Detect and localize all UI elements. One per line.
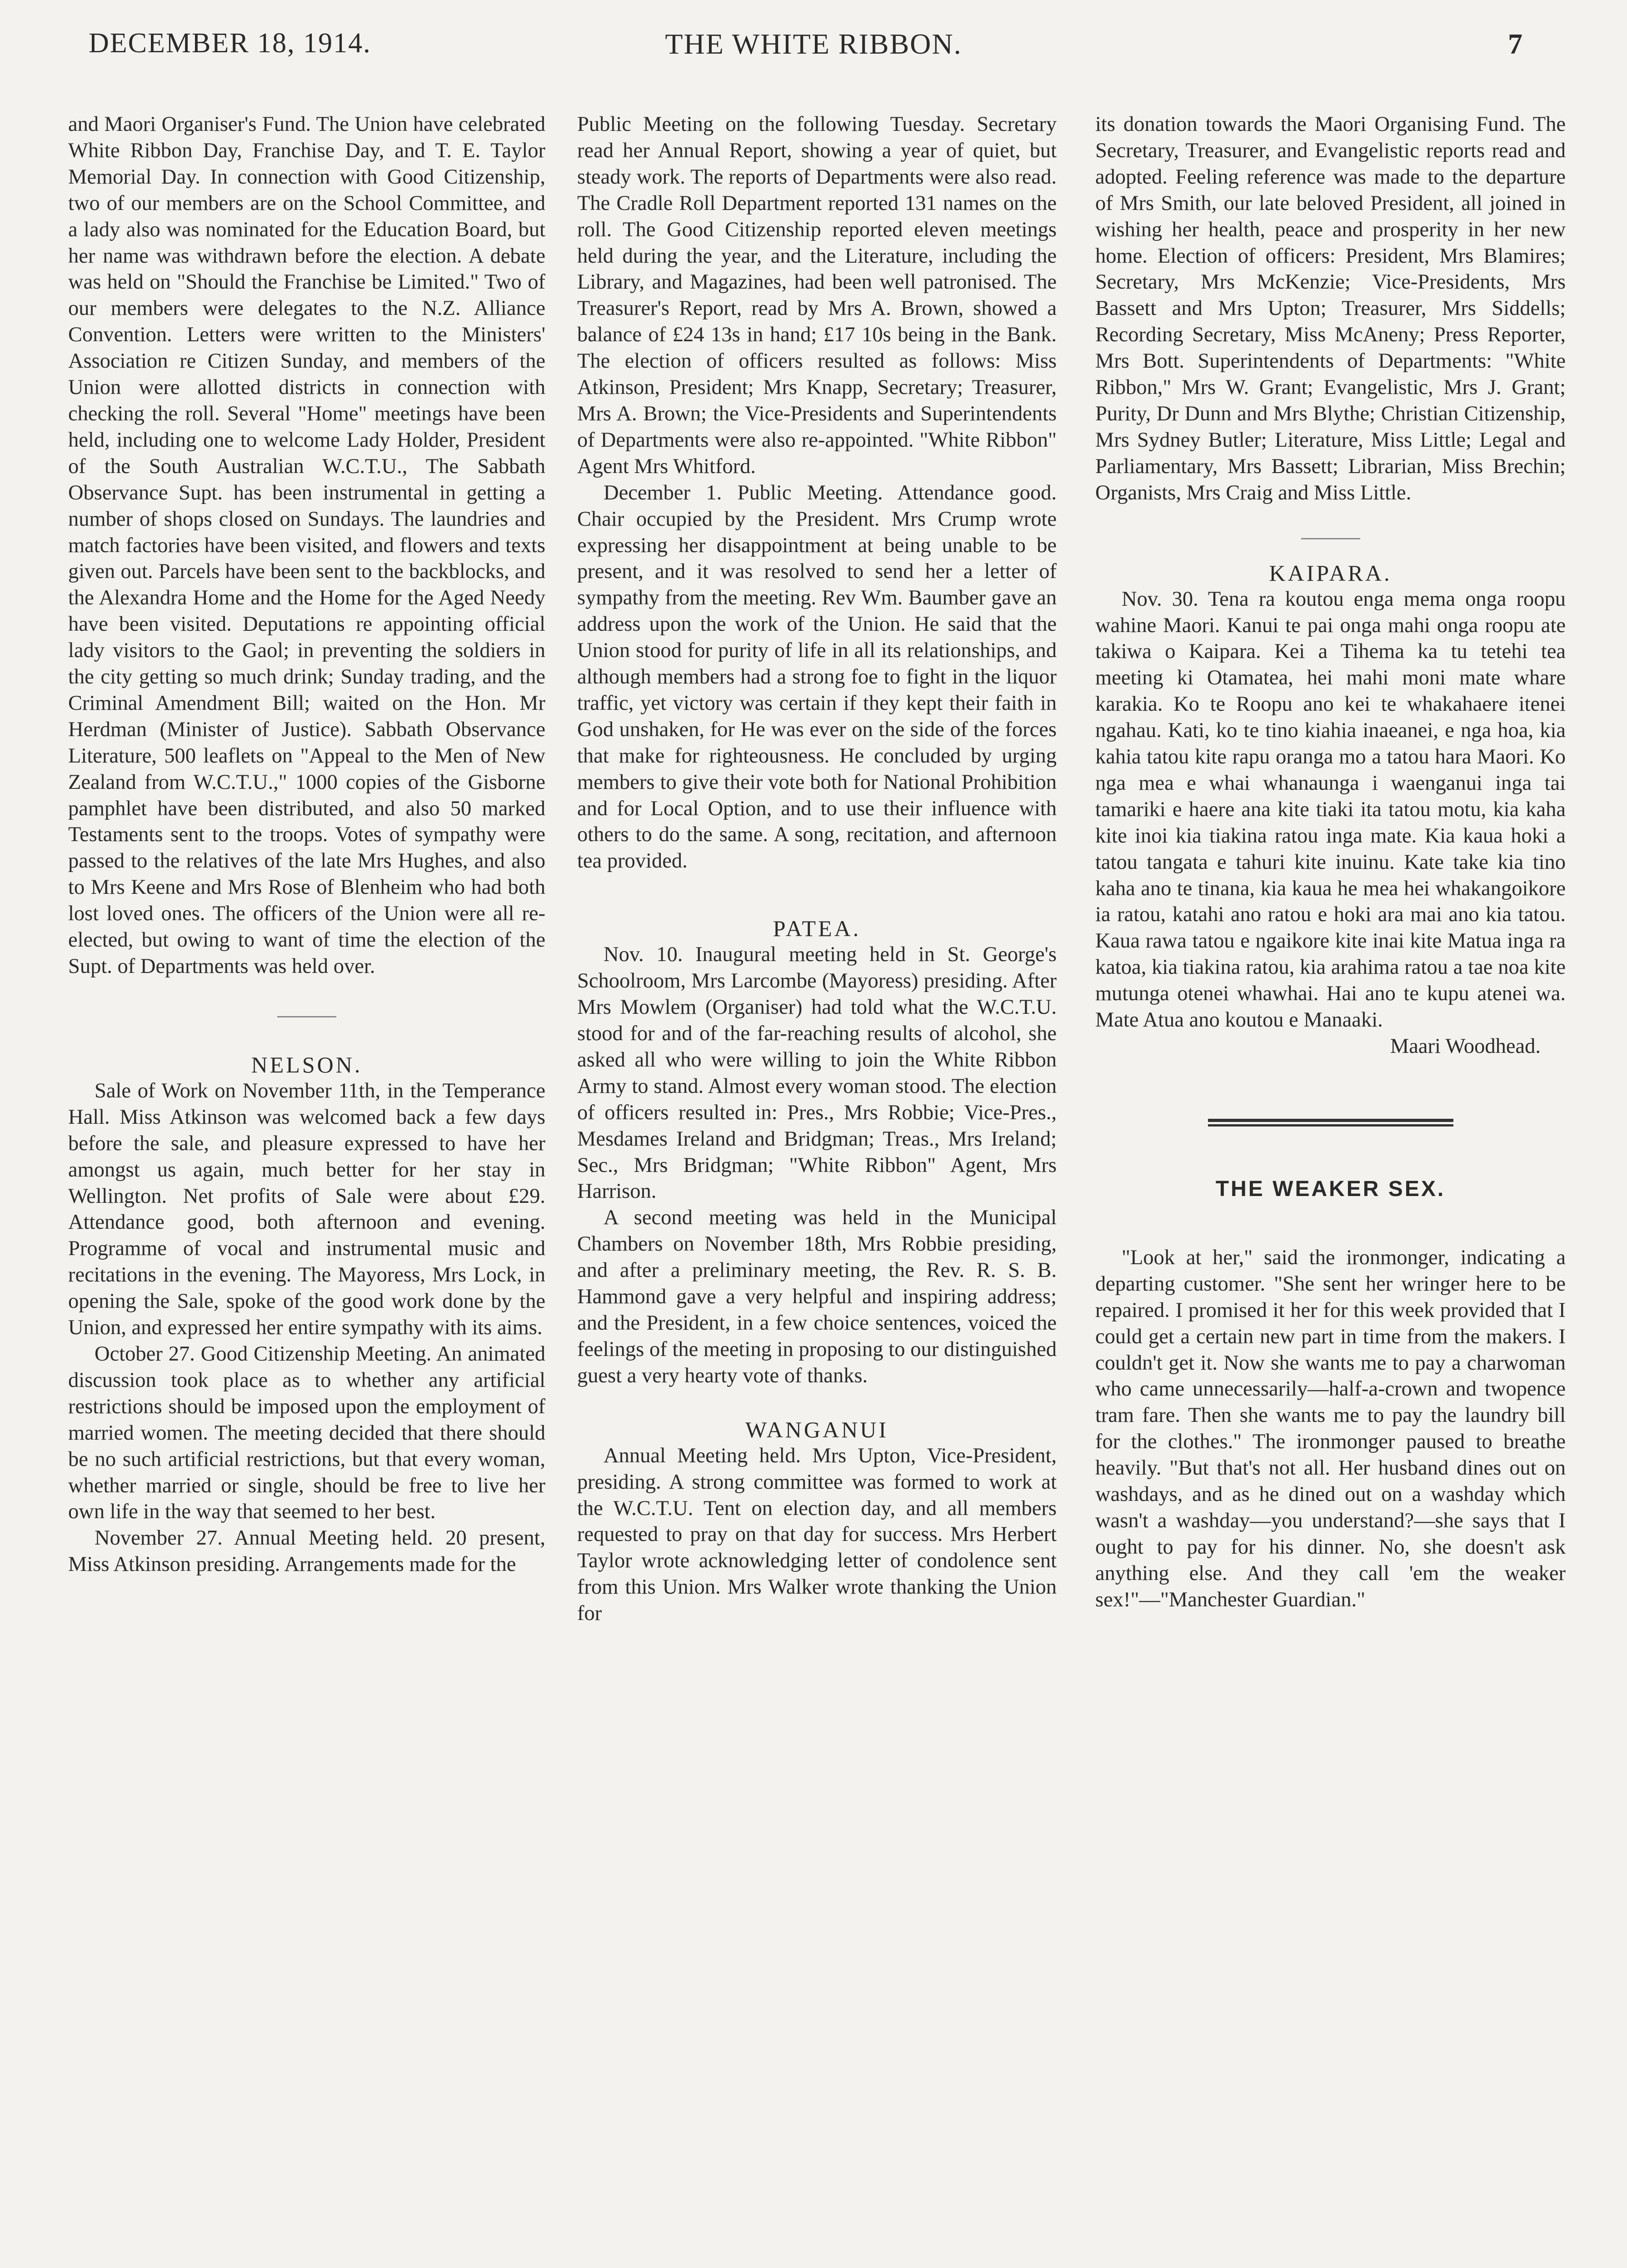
weaker-sex-paragraph: "Look at her," said the ironmonger, indicating a departing customer. "She sent her wringer here to be repaired. I promised it her for this week provided that I could get a certain new part in time from the makers. I couldn't get it. Now she wants me to pay a charwoman who came unnecessarily—half-a-crown and twopence tram fare. Then she wants me to pay the laundry bill for the clothes." The ironmonger paused to breathe heavily. "But that's not all. Her husband dines out on washdays, and as he dined out on a washday which wasn't a washday—you understand?—she says that I ought to pay for his dinner. No, she doesn't ask anything else. And they call 'em the weaker sex!"—"Manchester Guardian." xyxy=(1095,1246,1566,1611)
patea-paragraph: Nov. 10. Inaugural meeting held in St. George's Schoolroom, Mrs Larcombe (Mayoress) presiding. After Mrs Mowlem (Organiser) had told what the W.C.T.U. stood for and of the far-reaching results of alcohol, she asked all who were willing to join the White Ribbon Army to stand. Almost every woman stood. The election of officers resulted in: Pres., Mrs Robbie; Vice-Pres., Mesdames Ireland and Bridgman; Treas., Mrs Ireland; Sec., Mrs Bridgman; "White Ribbon" Agent, Mrs Harrison. xyxy=(577,943,1057,1203)
issue-date: DECEMBER 18, 1914. xyxy=(89,28,371,59)
column-3 xyxy=(1095,111,1566,2247)
nelson-paragraph: October 27. Good Citizenship Meeting. An animated discussion took place as to whether any artificial restrictions should be imposed upon the employment of married women. The meeting decided that there should be no such artificial restrictions, but that every woman, whether married or single, should be free to live her own life in the way that seemed to her best. xyxy=(68,1342,545,1524)
article-continuation: its donation towards the Maori Organising Fund. The Secretary, Treasurer, and Evangelistic reports read and adopted. Feeling reference was made to the departure of Mrs Smith, our late beloved President, all joined in wishing her health, peace and prosperity in her new home. Election of officers: President, Mrs Blamires; Secretary, Mrs McKenzie; Vice-Presidents, Mrs Bassett and Mrs Upton; Treasurer, Mrs Siddells; Recording Secretary, Miss McAneny; Press Reporter, Mrs Bott. Superintendents of Departments: "White Ribbon," Mrs W. Grant; Evangelistic, Mrs J. Grant; Purity, Dr Dunn and Mrs Blythe; Christian Citizenship, Mrs Sydney Butler; Literature, Miss Little; Legal and Parliamentary, Mrs Bassett; Librarian, Miss Brechin; Organists, Mrs Craig and Miss Little. xyxy=(1095,113,1566,504)
article-continuation: and Maori Organiser's Fund. The Union have celebrated White Ribbon Day, Franchise Day, and T. E. Taylor Memorial Day. In connection with Good Citizenship, two of our members are on the School Committee, and a lady also was nominated for the Education Board, but her name was withdrawn before the election. A debate was held on "Should the Franchise be Limited." Two of our members were delegates to the N.Z. Alliance Convention. Letters were written to the Ministers' Association re Citizen Sunday, and members of the Union were allotted districts in connection with checking the roll. Several "Home" meetings have been held, including one to welcome Lady Holder, President of the South Australian W.C.T.U., The Sabbath Observance Supt. has been instrumental in getting a number of shops closed on Sundays. The laundries and match factories have been visited, and flowers and texts given out. Parcels have been sent to the backblocks, and the Alexandra Home and the Home for the Aged Needy have been visited. Deputations re appointing official lady visitors to the Gaol; in preventing the soldiers in the city getting so much drink; Sunday trading, and the Criminal Amendment Bill; waited on the Hon. Mr Herdman (Minister of Justice). Sabbath Observance Literature, 500 leaflets on "Appeal to the Men of New Zealand from W.C.T.U.," 1000 copies of the Gisborne pamphlet have been distributed, and also 50 marked Testaments sent to the troops. Votes of sympathy were passed to the relatives of the late Mrs Hughes, and also to Mrs Keene and Mrs Rose of Blenheim who had both lost loved ones. The officers of the Union were all re-elected, but owing to want of time the election of the Supt. of Departments was held over. xyxy=(68,113,545,978)
publication-title: THE WHITE RIBBON. xyxy=(665,28,962,60)
nelson-paragraph: November 27. Annual Meeting held. 20 present, Miss Atkinson presiding. Arrangements made for the xyxy=(68,1526,545,1576)
section-heading-kaipara: KAIPARA. xyxy=(1269,560,1392,586)
article-continuation: Public Meeting on the following Tuesday. Secretary read her Annual Report, showing a year of quiet, but steady work. The reports of Departments were also read. The Cradle Roll Department reported 131 names on the roll. The Good Citizenship reported eleven meetings held during the year, and the Literature, including the Library, and Magazines, had been well patronised. The Treasurer's Report, read by Mrs A. Brown, showed a balance of £24 13s in hand; £17 10s being in the Bank. The election of officers resulted as follows: Miss Atkinson, President; Mrs Knapp, Secretary; Treasurer, Mrs A. Brown; the Vice-Presidents and Superintendents of Departments were also re-appointed. "White Ribbon" Agent Mrs Whitford. xyxy=(577,113,1057,478)
section-heading-patea: PATEA. xyxy=(773,916,861,942)
double-rule-divider xyxy=(1208,1119,1453,1127)
signature: Maari Woodhead. xyxy=(1390,1035,1541,1058)
page-number: 7 xyxy=(1508,28,1522,60)
meeting-paragraph: December 1. Public Meeting. Attendance good. Chair occupied by the President. Mrs Crump wrote expressing her disappointment at being unable to be present, and it was resolved to send her a letter of sympathy from the meeting. Rev Wm. Baumber gave an address upon the work of the Union. He said that the Union stood for purity of life in all its relationships, and although members had a strong foe to fight in the liquor traffic, yet victory was certain if they kept their faith in God unshaken, for He was ever on the side of the forces that make for righteousness. He concluded by urging members to give their vote both for National Prohibition and for Local Option, and to use their influence with others to do the same. A song, recitation, and afternoon tea provided. xyxy=(577,481,1057,873)
page-header xyxy=(0,27,1627,73)
patea-paragraph: A second meeting was held in the Municipal Chambers on November 18th, Mrs Robbie presiding, and after a preliminary meeting, the Rev. R. S. B. Hammond gave a very helpful and inspiring address; and the President, in a few choice sentences, voiced the feelings of the meeting in proposing to our distinguished guest a very hearty vote of thanks. xyxy=(577,1206,1057,1387)
section-heading-nelson: NELSON. xyxy=(251,1052,363,1077)
column-2 xyxy=(577,111,1057,2247)
section-heading-weaker-sex: THE WEAKER SEX. xyxy=(1215,1176,1446,1201)
kaipara-paragraph: Nov. 30. Tena ra koutou enga mema onga roopu wahine Maori. Kanui te pai onga mahi onga roopu ate takiwa o Kaipara. Kei a Tihema ka tu tetehi tea meeting ki Otamatea, hei mahi moni mate whare karakia. Ko te Roopu ano kei te whakahaere itenei ngahau. Kati, ko te tino kiahia inaeanei, e nga hoa, kia kahia tatou kite rapu oranga mo a tatou hara Maori. Ko nga mea e whai whanaunga i waenganui inga tai tamariki e haere ana kite tiaki ita tatou motu, kia kaha kite inoi kia tiakina ratou inga mate. Kia kaua hoki a tatou tangata e tahuri kite inuinu. Kate take kia tino kaha ano te tinana, kia kaua he mea hei whakangoikore ia ratou, katahi ano ratou e hoki ara mai ano kia tatou. Kaua rawa tatou e ngaikore kite inai kite Matua inga ra katoa, kia tiakina ratou, kia arahima ratou a tae noa kite mutunga otenei whawhai. Hai ano te kupu atenei wa. Mate Atua ano koutou e Manaaki. xyxy=(1095,587,1566,1032)
wanganui-paragraph: Annual Meeting held. Mrs Upton, Vice-President, presiding. A strong committee was formed to work at the W.C.T.U. Tent on election day, and all members requested to pray on that day for success. Mrs Herbert Taylor wrote acknowledging letter of condolence sent from this Union. Mrs Walker wrote thanking the Union for xyxy=(577,1444,1057,1625)
section-heading-wanganui: WANGANUI xyxy=(745,1416,888,1442)
column-1 xyxy=(68,111,545,2247)
nelson-paragraph: Sale of Work on November 11th, in the Temperance Hall. Miss Atkinson was welcomed back a few days before the sale, and pleasure expressed to have her amongst us again, much better for her stay in Wellington. Net profits of Sale were about £29. Attendance good, both afternoon and evening. Programme of vocal and instrumental music and recitations in the evening. The Mayoress, Mrs Lock, in opening the Sale, spoke of the good work done by the Union, and expressed her entire sympathy with its aims. xyxy=(68,1079,545,1340)
